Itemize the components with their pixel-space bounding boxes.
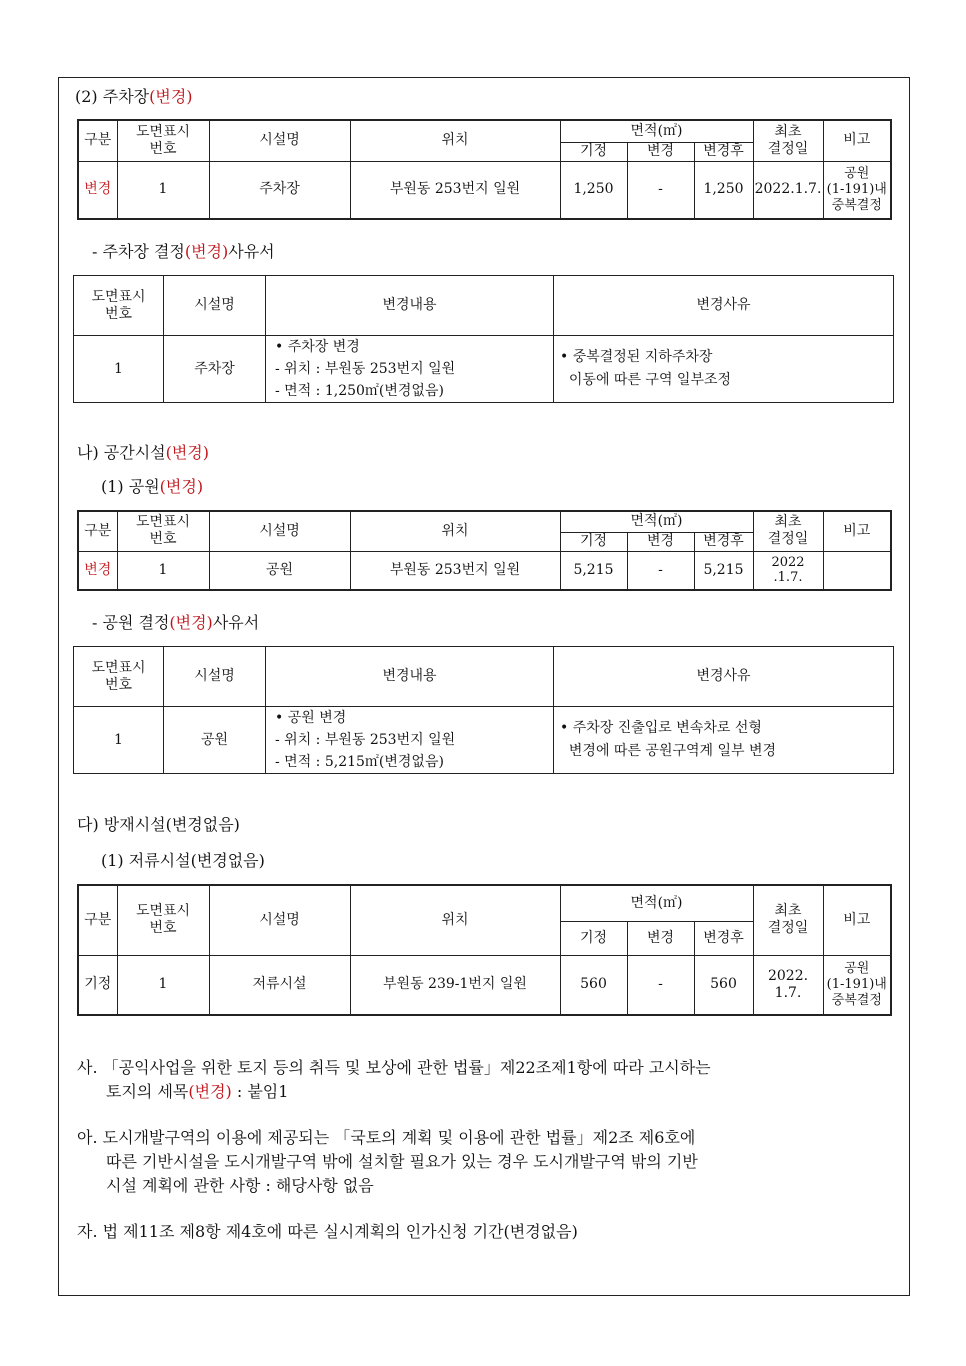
th-area: 면적(㎡) [560,120,753,142]
table-row [78,161,891,219]
th-num: 도면표시 번호 [74,276,164,336]
th-name: 시설명 [209,885,350,955]
th-dobeon: 도면표시 번호 [117,120,209,161]
th-gubun: 구분 [78,885,117,955]
th-area: 면적(㎡) [560,885,753,921]
parking-table [77,119,892,220]
th-name: 시설명 [164,276,266,336]
paragraph-a-line1: 아. 도시개발구역의 이용에 제공되는 「국토의 계획 및 이용에 관한 법률」제2조 제6호에 [77,1128,696,1147]
cell-note: 공원 (1-191)내 중복결정 [823,161,891,219]
cell-old: 1,250 [560,161,627,219]
th-num: 도면표시 번호 [74,647,164,707]
park-table [77,510,892,591]
cell-new: 5,215 [694,551,753,590]
paragraph-a-line2: 따른 기반시설을 도시개발구역 밖에 설치할 필요가 있는 경우 도시개발구역 밖의 기반 [106,1152,698,1171]
cell-chg: - [627,551,694,590]
th-first: 최초 결정일 [753,885,823,955]
th-name: 시설명 [209,511,350,551]
cell-loc: 부원동 253번지 일원 [350,551,560,590]
table-row [78,955,891,1015]
parking-title [75,84,193,107]
table-row [74,707,894,774]
cell-note [823,551,891,590]
paragraph-a-line3: 시설 계획에 관한 사항 : 해당사항 없음 [106,1176,374,1195]
paragraph-sa-line2 [77,1080,903,1104]
paragraph-sa-line2-tag: (변경) [188,1082,232,1101]
th-loc: 위치 [350,885,560,955]
cell-old: 560 [560,955,627,1015]
th-area: 면적(㎡) [560,511,753,532]
th-reason: 변경사유 [554,647,894,707]
cell-num: 1 [117,955,209,1015]
cell-new: 1,250 [694,161,753,219]
cell-chg: - [627,161,694,219]
cell-reason: • 주차장 진출입로 변속차로 선형 변경에 따른 공원구역계 일부 변경 [554,707,894,774]
park-reason-title-tag: (변경) [169,613,213,632]
cell-content: • 주차장 변경 - 위치 : 부원동 253번지 일원 - 면적 : 1,250㎡(변경없음) [266,336,554,403]
th-note: 비고 [823,885,891,955]
cell-name: 공원 [209,551,350,590]
cell-num: 1 [74,707,164,774]
park-title-text: (1) 공원 [101,477,160,496]
th-area-old: 기정 [560,532,627,551]
th-gubun: 구분 [78,511,117,551]
th-area-chg: 변경 [627,142,694,161]
paragraph-ja [77,1220,903,1244]
th-note: 비고 [823,120,891,161]
cell-loc: 부원동 239-1번지 일원 [350,955,560,1015]
cell-old: 5,215 [560,551,627,590]
park-reason-title-suffix: 사유서 [212,613,260,632]
park-reason-table [73,646,894,774]
cell-first: 2022.1.7. [753,161,823,219]
cell-name: 주차장 [209,161,350,219]
th-first: 최초 결정일 [753,120,823,161]
cell-gubun: 변경 [78,551,117,590]
th-loc: 위치 [350,120,560,161]
th-area-chg: 변경 [627,921,694,955]
paragraph-sa-line1: 사. 「공익사업을 위한 토지 등의 취득 및 보상에 관한 법률」제22조제1항에 따라 고시하는 [77,1058,711,1077]
th-name: 시설명 [164,647,266,707]
cell-note: 공원 (1-191)내 중복결정 [823,955,891,1015]
space-title [77,440,209,463]
cell-gubun: 기정 [78,955,117,1015]
th-area-new: 변경후 [694,532,753,551]
th-area-old: 기정 [560,142,627,161]
cell-num: 1 [74,336,164,403]
cell-num: 1 [117,161,209,219]
cell-first: 2022. 1.7. [753,955,823,1015]
cell-new: 560 [694,955,753,1015]
th-area-chg: 변경 [627,532,694,551]
cell-gubun: 변경 [78,161,117,219]
th-loc: 위치 [350,511,560,551]
th-area-old: 기정 [560,921,627,955]
paragraph-a [77,1126,903,1198]
cell-first: 2022 .1.7. [753,551,823,590]
paragraph-sa-line2-prefix: 토지의 세목 [106,1082,189,1101]
paragraph-sa-line2-suffix: : 붙임1 [231,1082,289,1101]
th-content: 변경내용 [266,276,554,336]
cell-reason: • 중복결정된 지하주차장 이동에 따른 구역 일부조정 [554,336,894,403]
disaster-title: 다) 방재시설(변경없음) [77,815,240,834]
th-dobeon: 도면표시 번호 [117,511,209,551]
th-name: 시설명 [209,120,350,161]
th-content: 변경내용 [266,647,554,707]
th-gubun: 구분 [78,120,117,161]
th-first: 최초 결정일 [753,511,823,551]
cell-name: 저류시설 [209,955,350,1015]
park-title [101,474,203,497]
table-row [74,336,894,403]
th-note: 비고 [823,511,891,551]
retention-table [77,884,892,1016]
paragraph-sa [77,1056,903,1104]
parking-reason-title-suffix: 사유서 [228,242,275,261]
parking-reason-title-prefix: - 주차장 결정 [92,242,185,261]
retention-title: (1) 저류시설(변경없음) [101,851,265,870]
park-reason-title [92,610,259,633]
parking-title-tag: (변경) [149,87,193,106]
space-title-tag: (변경) [165,443,210,462]
parking-reason-table [73,275,894,403]
th-area-new: 변경후 [694,142,753,161]
th-dobeon: 도면표시 번호 [117,885,209,955]
park-reason-title-prefix: - 공원 결정 [92,613,170,632]
cell-content: • 공원 변경 - 위치 : 부원동 253번지 일원 - 면적 : 5,215㎡(변경없음) [266,707,554,774]
cell-num: 1 [117,551,209,590]
space-title-text: 나) 공간시설 [77,443,166,462]
parking-reason-title [92,239,275,262]
th-reason: 변경사유 [554,276,894,336]
cell-name: 주차장 [164,336,266,403]
paragraph-ja-line1: 자. 법 제11조 제8항 제4호에 따른 실시계획의 인가신청 기간(변경없음) [77,1222,578,1241]
cell-chg: - [627,955,694,1015]
parking-reason-title-tag: (변경) [184,242,229,261]
parking-title-text: (2) 주차장 [75,87,150,106]
th-area-new: 변경후 [694,921,753,955]
table-row [78,551,891,590]
park-title-tag: (변경) [159,477,204,496]
cell-name: 공원 [164,707,266,774]
cell-loc: 부원동 253번지 일원 [350,161,560,219]
